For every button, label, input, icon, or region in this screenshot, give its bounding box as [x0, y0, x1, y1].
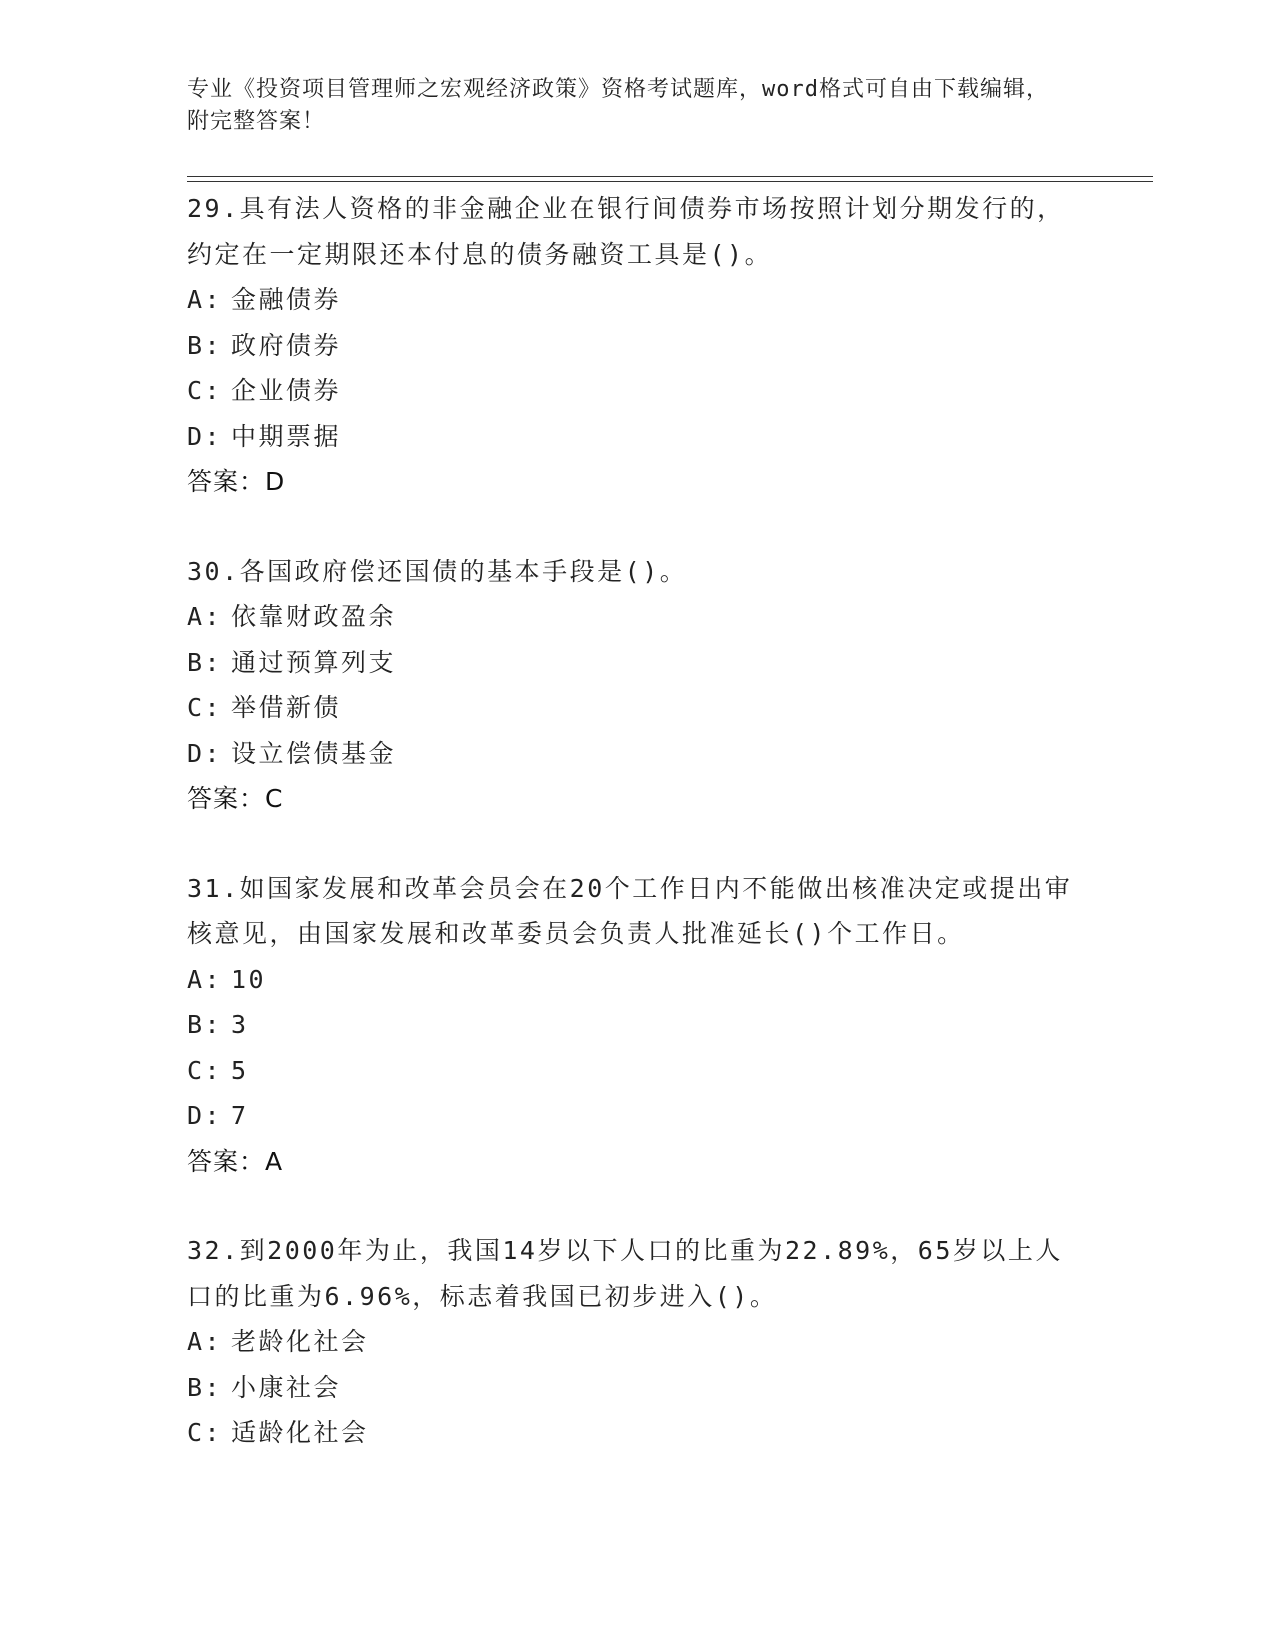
option-d [187, 414, 1087, 460]
option-text: 10 [231, 964, 267, 994]
option-key: D: [187, 421, 223, 451]
option-c [187, 1410, 1087, 1456]
option-a [187, 594, 1087, 640]
option-a [187, 957, 1087, 1003]
option-key: A: [187, 964, 223, 994]
option-text: 举借新债 [231, 693, 342, 722]
option-key: C: [187, 693, 223, 722]
option-c [187, 368, 1087, 414]
option-c [187, 1048, 1087, 1094]
option-key: B: [187, 330, 223, 360]
option-text: 3 [231, 1010, 249, 1039]
option-text: 中期票据 [231, 421, 342, 451]
header-rule-top [187, 176, 1153, 177]
option-key: C: [187, 376, 223, 405]
question-30 [187, 549, 1087, 822]
question-32 [187, 1228, 1087, 1456]
option-b [187, 1002, 1087, 1048]
option-text: 7 [231, 1101, 249, 1130]
document-header: 专业《投资项目管理师之宏观经济政策》资格考试题库，word格式可自由下载编辑，附完整答案！ [187, 77, 1049, 134]
option-b [187, 1365, 1087, 1411]
option-text: 依靠财政盈余 [231, 602, 397, 631]
option-key: B: [187, 647, 223, 677]
option-b [187, 640, 1087, 686]
answer-text: 答案：A [187, 1146, 284, 1176]
option-text: 小康社会 [231, 1372, 342, 1402]
header-rule-bottom [187, 181, 1153, 182]
option-a [187, 1319, 1087, 1365]
question-text: 32.到2000年为止，我国14岁以下人口的比重为22.89%，65岁以上人口的比重为6.96%，标志着我国已初步进入()。 [187, 1236, 1063, 1311]
option-key: A: [187, 1327, 223, 1356]
question-31 [187, 866, 1087, 1185]
option-b [187, 323, 1087, 369]
option-d [187, 731, 1087, 777]
answer-text: 答案：C [187, 784, 284, 813]
option-text: 政府债券 [231, 330, 342, 360]
option-text: 金融债券 [231, 285, 342, 314]
option-key: C: [187, 1418, 223, 1447]
option-a [187, 277, 1087, 323]
option-key: B: [187, 1010, 223, 1039]
option-key: A: [187, 285, 223, 314]
option-text: 5 [231, 1055, 249, 1085]
option-text: 设立偿债基金 [231, 738, 397, 768]
question-list [187, 186, 1087, 1500]
option-key: A: [187, 602, 223, 631]
option-d [187, 1093, 1087, 1139]
option-text: 通过预算列支 [231, 647, 397, 677]
question-29 [187, 186, 1087, 505]
question-text: 30.各国政府偿还国债的基本手段是()。 [187, 556, 688, 586]
option-text: 老龄化社会 [231, 1327, 369, 1356]
answer-text: 答案：D [187, 467, 286, 496]
option-c [187, 685, 1087, 731]
option-text: 适龄化社会 [231, 1418, 369, 1447]
option-text: 企业债券 [231, 376, 342, 405]
option-key: D: [187, 1101, 223, 1130]
option-key: C: [187, 1055, 223, 1085]
option-key: D: [187, 738, 223, 768]
question-text: 31.如国家发展和改革会员会在20个工作日内不能做出核准决定或提出审核意见，由国家发展和改革委员会负责人批准延长()个工作日。 [187, 873, 1073, 948]
question-text: 29.具有法人资格的非金融企业在银行间债券市场按照计划分期发行的，约定在一定期限还本付息的债务融资工具是()。 [187, 194, 1065, 269]
option-key: B: [187, 1372, 223, 1402]
